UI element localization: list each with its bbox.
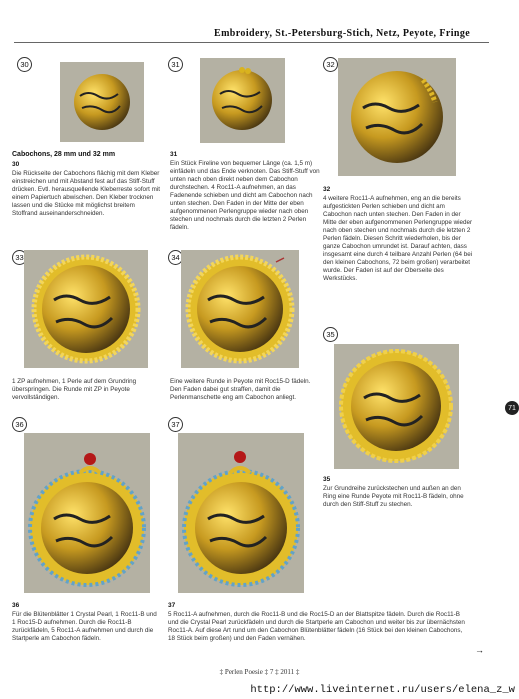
step-badge-36: 36 [12,417,27,432]
step-text-31: Ein Stück Fireline von bequemer Länge (ca. 1,5 m) einfädeln und das Ende verknoten. Das Stiff-Stuff von unten nach oben direkt neben dem Cabochon durchstechen. 4 Roc11-A aufnehmen, an das Fadenende schieben und dicht am Cabochon nach unten stechen. Den Faden in der Mitte der eben aufgenommenen Perlengruppe wieder nach oben stechen und nochmals durch die letzten 2 Perlen fädeln. [170,160,320,231]
step-text-36: Für die Blütenblätter 1 Crystal Pearl, 1 Roc11-B und 1 Roc15-D aufnehmen. Durch die Roc11-B zurückfädeln, 5 Roc11-A aufnehmen und durch die Startperle am Cabochon fädeln. [12,611,157,642]
page-footer: ‡ Perlen Poesie ‡ 7 ‡ 2011 ‡ [219,668,300,676]
step-number-31: 31 [170,151,178,158]
step-number-35: 35 [323,476,331,483]
step-badge-33: 33 [12,250,27,265]
step-photo-35 [334,344,459,469]
step-number-30: 30 [12,161,20,168]
page-header: Embroidery, St.-Petersburg-Stich, Netz, Peyote, Fringe [214,28,471,39]
step-text-37: 5 Roc11-A aufnehmen, durch die Roc11-B und die Roc15-D an der Blattspitze fädeln. Durch die Roc11-B und die Crystal Pearl zurückfädeln und durch die Startperle am Cabochon und weiter bis zur übernächsten Roc11-A. Auf diese Art rund um den Cabochon Blütenblätter fädeln (16 Stück bei den kleinen Cabochons, 18 Stück beim großen) und den Faden vernähen. [168,611,465,642]
step-photo-37 [178,433,304,593]
step-text-32: 4 weitere Roc11-A aufnehmen, eng an die bereits aufgestickten Perlen schieben und dicht am Cabochon nach unten stechen. Den Faden in der Mitte der eben aufgenommenen Perlengruppe wieder nach oben stechen und nochmals durch die letzten 2 Perlen fädeln. Diesen Schritt wiederholen, bis der ganze Cabochon umrundet ist. Darauf achten, dass insgesamt eine durch 4 teilbare Anzahl Perlen (64 bei den kleinen Cabochons, 72 beim großen) verarbeitet wurde. Der Faden ist auf der Oberseite des Werkstücks. [323,195,473,282]
step-number-36: 36 [12,602,20,609]
step-text-33: 1 ZP aufnehmen, 1 Perle auf dem Grundring überspringen. Die Runde mit ZP in Peyote vervollständigen. [12,378,137,401]
step-text-35: Zur Grundreihe zurückstechen und außen an den Ring eine Runde Peyote mit Roc11-B fädeln, ohne durch den Stiff-Stuff zu stechen. [323,485,464,508]
page-tab-marker: 71 [505,401,519,415]
step-caption-30: Cabochons, 28 mm und 32 mm [12,151,116,158]
source-url[interactable]: http://www.liveinternet.ru/users/elena_z_w [250,684,515,696]
step-number-32: 32 [323,186,331,193]
step-badge-30: 30 [17,57,32,72]
step-badge-31: 31 [168,57,183,72]
step-photo-32 [338,58,456,176]
step-badge-32: 32 [323,57,338,72]
next-page-arrow-icon: → [475,645,484,655]
step-photo-33 [24,250,148,368]
step-photo-31 [200,58,285,143]
step-number-37: 37 [168,602,176,609]
step-badge-37: 37 [168,417,183,432]
step-text-34: Eine weitere Runde in Peyote mit Roc15-D fädeln. Den Faden dabei gut straffen, damit die Perlenmanschette eng am Cabochon anliegt. [170,378,311,401]
step-badge-35: 35 [323,327,338,342]
step-photo-36 [24,433,150,593]
step-badge-34: 34 [168,250,183,265]
step-photo-34 [181,250,299,368]
header-rule [14,42,489,43]
step-text-30: Die Rückseite der Cabochons flächig mit dem Kleber einstreichen und mit Abstand fest auf das Stiff-Stuff drücken. Evtl. herausquellende Kleberreste sofort mit einem Papiertuch abwischen. Den Kleber trocknen lassen und die Stücke mit möglichst breitem Stoffrand auseinanderschneiden. [12,170,161,217]
step-photo-30 [60,62,144,142]
